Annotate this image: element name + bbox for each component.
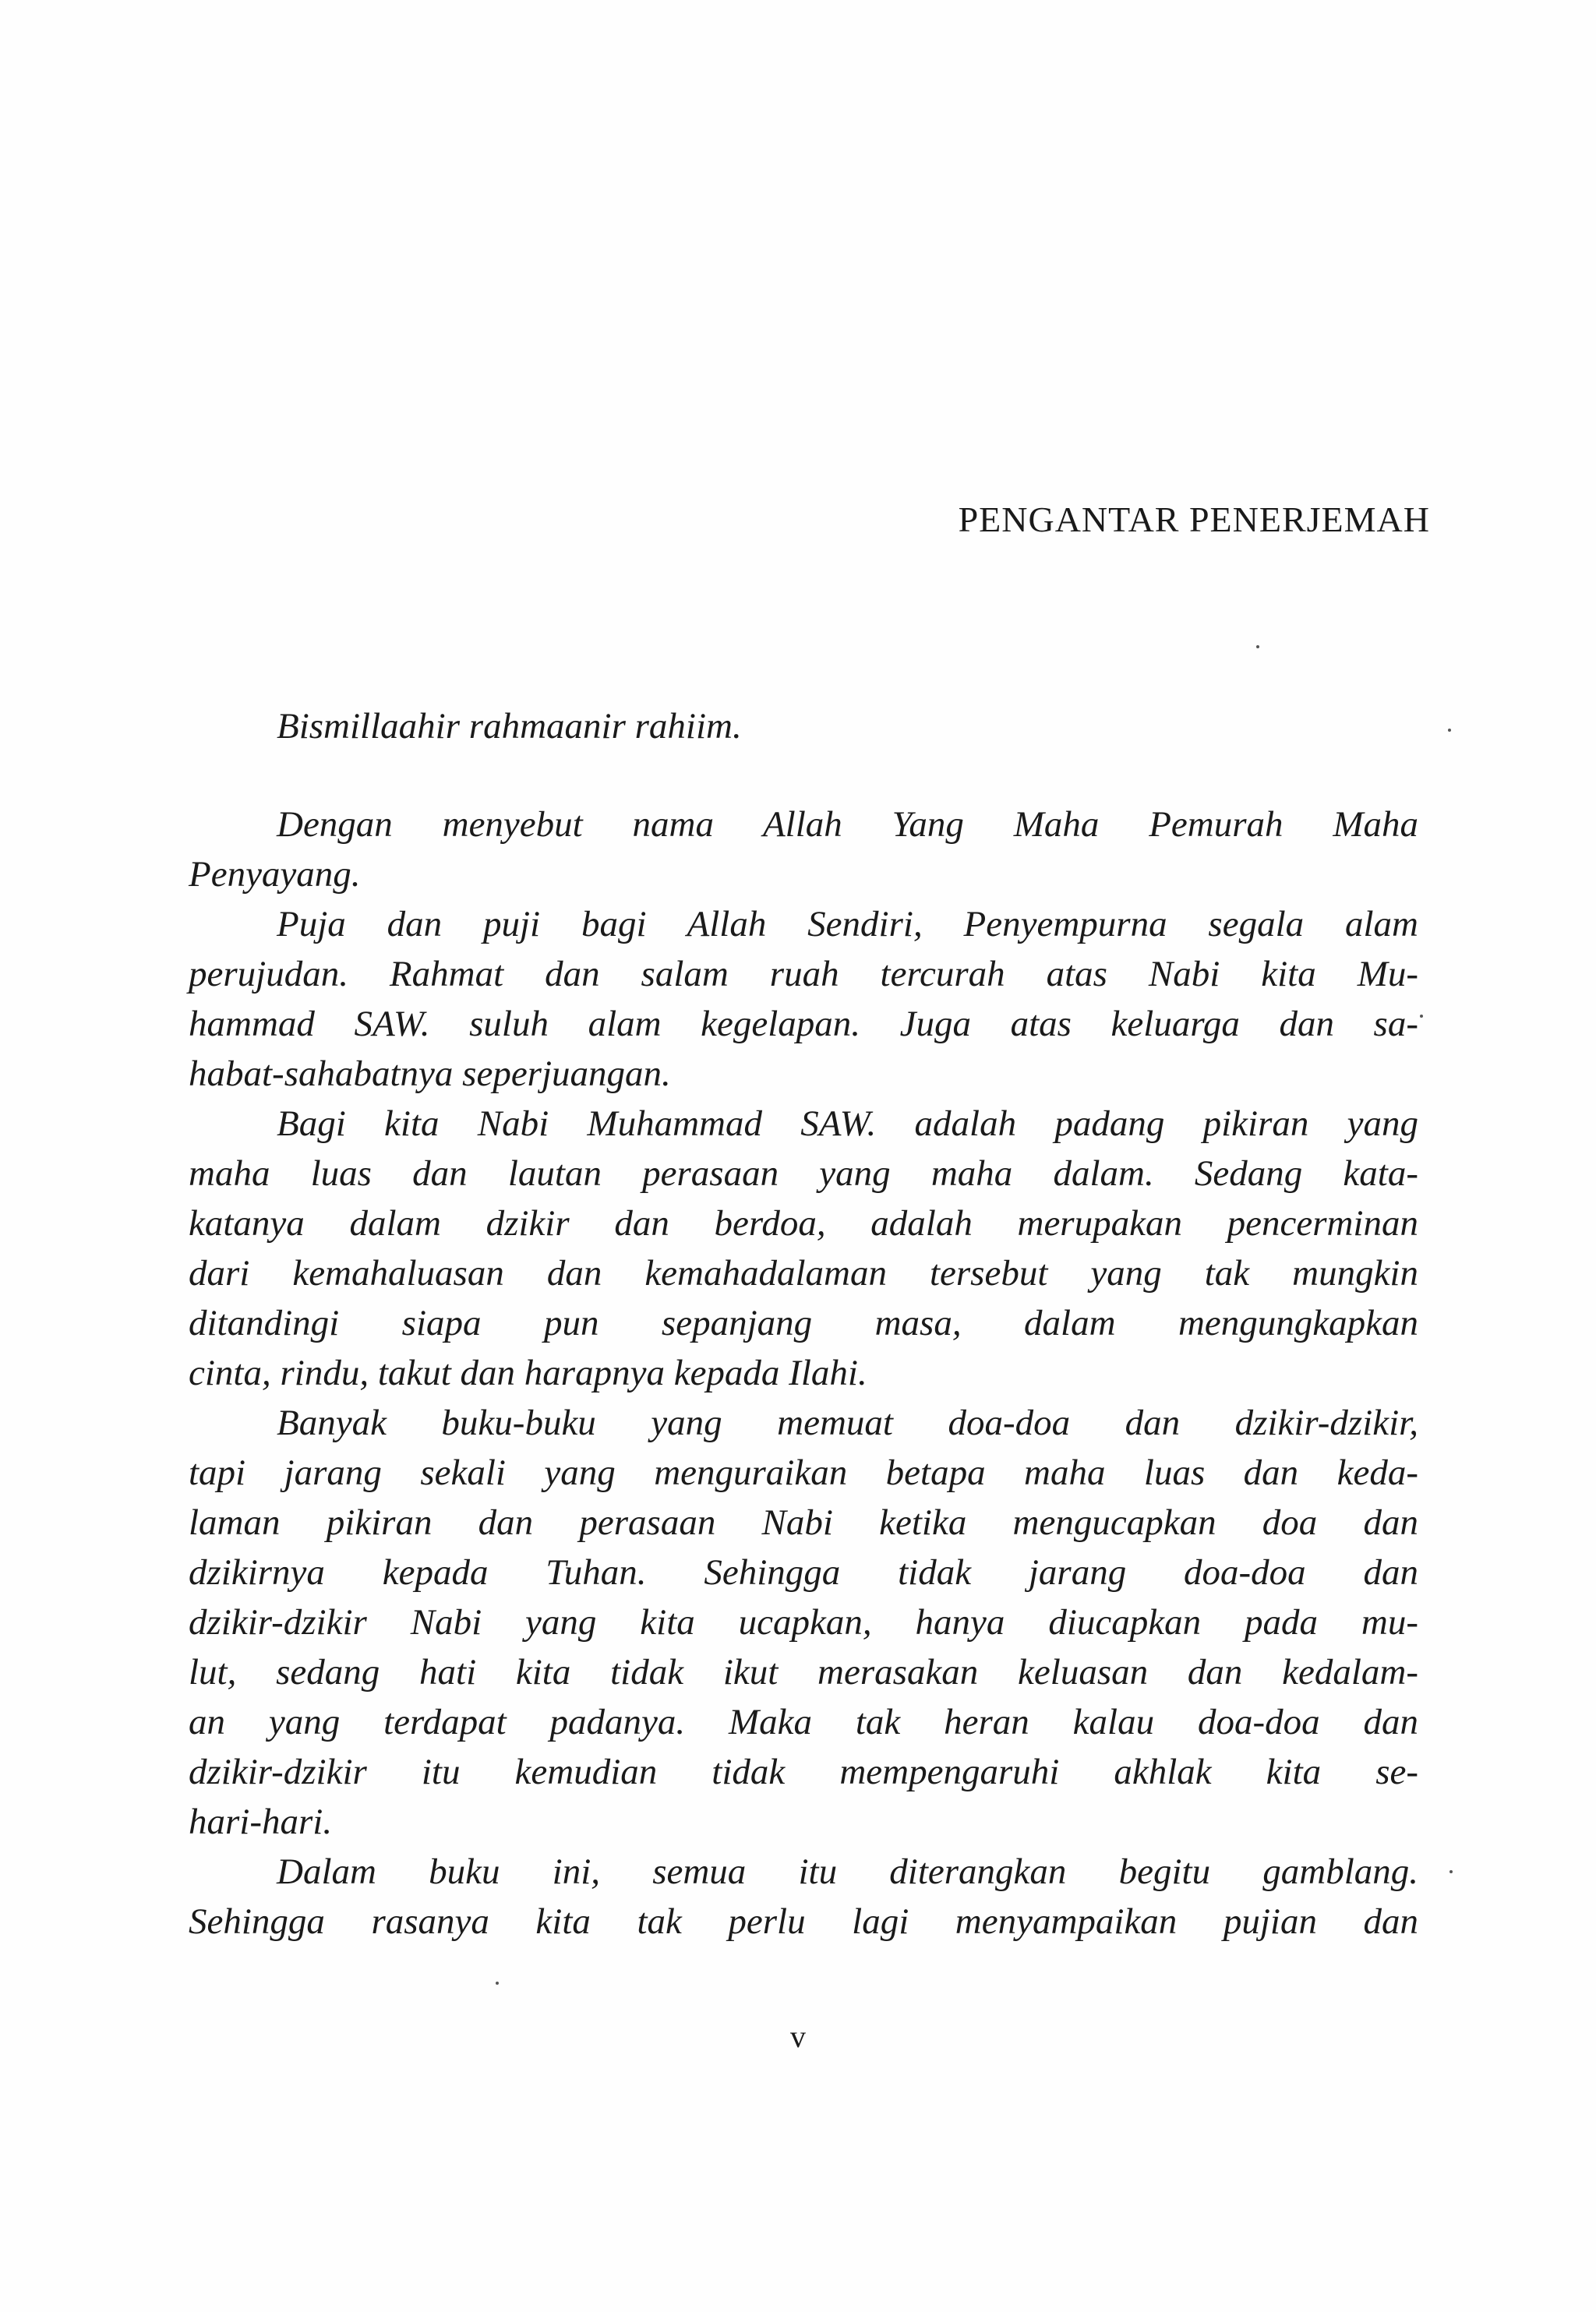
text-line: dzikirnya kepada Tuhan. Sehingga tidak jarang doa-doa dan [189, 1552, 1418, 1593]
text-line: dzikir-dzikir Nabi yang kita ucapkan, hanya diucapkan pada mu- [189, 1602, 1418, 1643]
text-line: Penyayang. [189, 854, 361, 895]
text-line: Sehingga rasanya kita tak perlu lagi menyampaikan pujian dan [189, 1901, 1418, 1942]
text-line: dzikir-dzikir itu kemudian tidak mempengaruhi akhlak kita se- [189, 1752, 1418, 1792]
text-line: Dalam buku ini, semua itu diterangkan begitu gamblang. [277, 1851, 1418, 1892]
text-line: Banyak buku-buku yang memuat doa-doa dan dzikir-dzikir, [277, 1403, 1418, 1443]
text-line: hari-hari. [189, 1802, 333, 1842]
scan-speck [1256, 645, 1259, 648]
text-line: laman pikiran dan perasaan Nabi ketika mengucapkan doa dan [189, 1502, 1418, 1543]
text-line: katanya dalam dzikir dan berdoa, adalah merupakan pencerminan [189, 1203, 1418, 1244]
text-line: dari kemahaluasan dan kemahadalaman tersebut yang tak mungkin [189, 1253, 1418, 1294]
page-number: v [790, 2019, 806, 2054]
opening-line: Bismillaahir rahmaanir rahiim. [277, 706, 742, 747]
text-line: tapi jarang sekali yang menguraikan betapa maha luas dan keda- [189, 1453, 1418, 1493]
text-line: ditandingi siapa pun sepanjang masa, dalam mengungkapkan [189, 1303, 1418, 1343]
text-line: an yang terdapat padanya. Maka tak heran kalau doa-doa dan [189, 1702, 1418, 1742]
text-line: Bagi kita Nabi Muhammad SAW. adalah padang pikiran yang [277, 1103, 1418, 1144]
text-line: hammad SAW. suluh alam kegelapan. Juga atas keluarga dan sa- [189, 1004, 1418, 1044]
text-line: cinta, rindu, takut dan harapnya kepada Ilahi. [189, 1353, 867, 1393]
scan-speck [496, 1982, 499, 1985]
text-line: lut, sedang hati kita tidak ikut merasakan keluasan dan kedalam- [189, 1652, 1418, 1693]
scan-speck [1448, 729, 1451, 732]
scan-speck [1420, 1015, 1423, 1018]
text-line: Dengan menyebut nama Allah Yang Maha Pemurah Maha [277, 804, 1418, 845]
text-line: Puja dan puji bagi Allah Sendiri, Penyempurna segala alam [277, 904, 1418, 944]
page-title: PENGANTAR PENERJEMAH [958, 499, 1430, 539]
text-line: maha luas dan lautan perasaan yang maha dalam. Sedang kata- [189, 1153, 1418, 1194]
text-line: perujudan. Rahmat dan salam ruah tercurah atas Nabi kita Mu- [189, 954, 1418, 994]
scan-speck [1449, 1870, 1453, 1873]
text-line: habat-sahabatnya seperjuangan. [189, 1054, 671, 1094]
